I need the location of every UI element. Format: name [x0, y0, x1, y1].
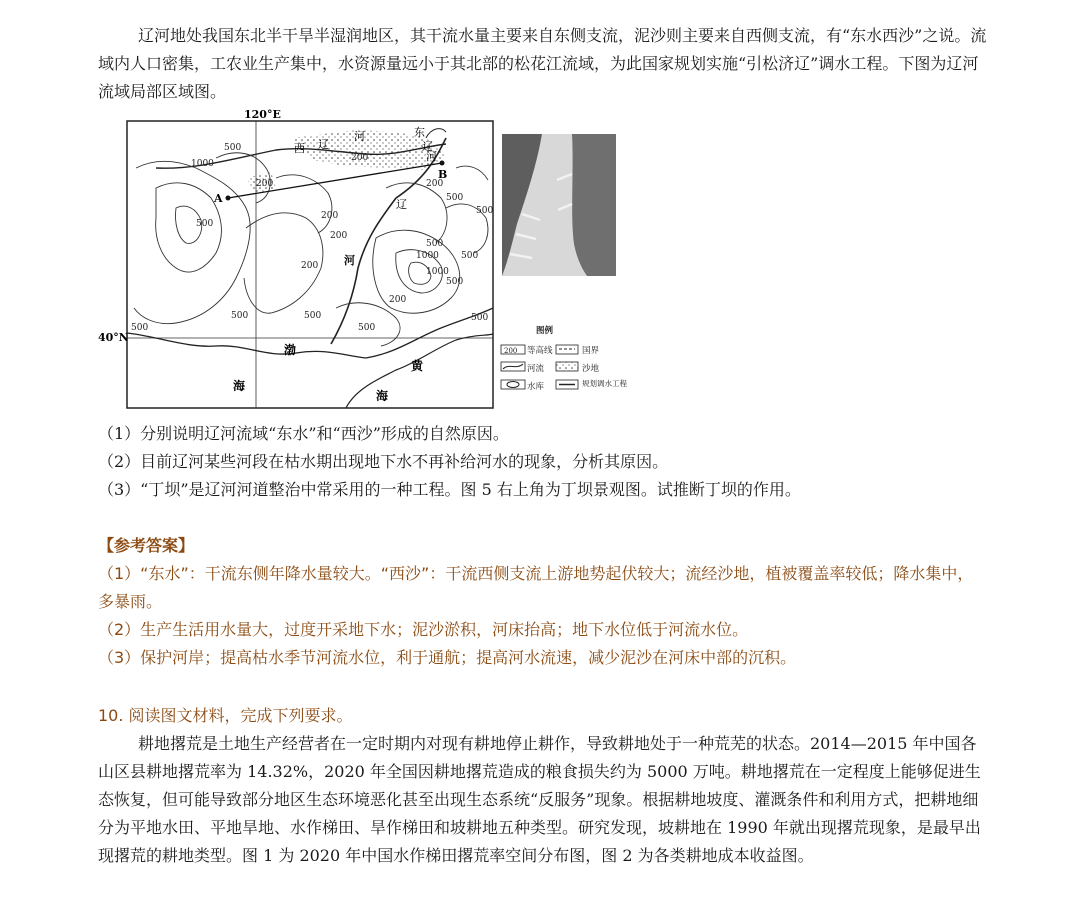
place-label: 辽 [318, 138, 329, 151]
point-a: A [214, 192, 223, 205]
legend-transfer-project: 规划调水工程 [582, 379, 627, 388]
contour-value: 500 [471, 313, 489, 323]
answer-3: （3）保护河岸；提高枯水季节河流水位，利于通航；提高河水流速，减少泥沙在河床中部的沉积。 [98, 648, 797, 667]
contour-value: 500 [231, 311, 249, 321]
intro-paragraph: 辽河地处我国东北半干旱半湿润地区，其干流水量主要来自东侧支流，泥沙则主要来自西侧支流，有“东水西沙”之说。流域内人口密集，工农业生产集中，水资源量远小于其北部的松花江流域，为此国家规划实施“引松济辽”调水工程。下图为辽河流域局部区域图。 [98, 26, 987, 101]
longitude-label: 120°E [244, 108, 281, 121]
question-2: （2）目前辽河某些河段在枯水期出现地下水不再补给河水的现象，分析其原因。 [98, 452, 669, 471]
place-label: 辽 [422, 140, 433, 153]
contour-value: 500 [131, 323, 149, 333]
legend-contour-sample: 200 [504, 347, 518, 355]
sea-label-bohai: 海 [233, 379, 246, 393]
answer-heading: 【参考答案】 [98, 536, 195, 555]
contour-value: 500 [446, 277, 464, 287]
place-label: 西 [294, 142, 305, 155]
map-legend [501, 325, 627, 392]
latitude-label: 40°N [98, 331, 129, 344]
contour-value: 500 [446, 193, 464, 203]
contour-value: 1000 [426, 267, 449, 277]
contour-value: 200 [426, 179, 444, 189]
legend-contour: 等高线 [527, 346, 553, 356]
answer-1: （1）“东水”：干流东侧年降水量较大。“西沙”：干流西侧支流上游地势起伏较大；流经沙地，植被覆盖率较低；降水集中，多暴雨。 [98, 564, 974, 611]
question-3: （3）“丁坝”是辽河河道整治中常采用的一种工程。图 5 右上角为丁坝景观图。试推断丁坝的作用。 [98, 480, 801, 499]
contour-value: 500 [476, 206, 494, 216]
contour-value: 200 [256, 179, 274, 189]
place-label: 河 [426, 150, 437, 163]
contour-value: 200 [330, 231, 348, 241]
place-label: 河 [344, 254, 355, 267]
sea-label-yellow: 黄 [411, 359, 424, 373]
legend-reservoir: 水库 [527, 382, 545, 392]
contour-value: 500 [224, 143, 242, 153]
place-label: 河 [354, 130, 365, 143]
legend-sand: 沙地 [582, 364, 600, 374]
sea-label-bohai: 渤 [284, 343, 297, 357]
question-10-text: 耕地撂荒是土地生产经营者在一定时期内对现有耕地停止耕作，导致耕地处于一种荒芜的状态。2014—2015 年中国各山区县耕地撂荒率为 14.32%，2020 年全国因耕地撂荒造成的粮食损失约为 5000 万吨。耕地撂荒在一定程度上能够促进生态恢复，但可能导致部分地区生态环境恶化甚至出现生态系统“反服务”现象。根据耕地坡度、灌溉条件和利用方式，把耕地细分为平地水田、平地旱地、水作梯田、旱作梯田和坡耕地五种类型。研究发现，坡耕地在 1990 年就出现撂荒现象，是最早出现撂荒的耕地类型。图 1 为 2020 年中国水作梯田撂荒率空间分布图，图 2 为各类耕地成本收益图。 [98, 734, 981, 865]
contour-value: 200 [351, 153, 369, 163]
contour-value: 500 [196, 219, 214, 229]
spur-dike-photo [502, 134, 616, 276]
contour-value: 500 [426, 239, 444, 249]
point-b: B [438, 168, 448, 181]
place-label: 东 [414, 126, 425, 139]
legend-title: 图例 [536, 326, 554, 336]
legend-border: 国界 [582, 346, 600, 356]
legend-river: 河流 [527, 364, 545, 374]
answer-2: （2）生产生活用水量大，过度开采地下水；泥沙淤积，河床抬高；地下水位低于河流水位。 [98, 620, 749, 639]
contour-value: 500 [304, 311, 322, 321]
contour-value: 500 [358, 323, 376, 333]
contour-value: 200 [321, 211, 339, 221]
question-1: （1）分别说明辽河流域“东水”和“西沙”形成的自然原因。 [98, 424, 509, 443]
question-10-title: 10. 阅读图文材料，完成下列要求。 [98, 706, 353, 725]
sea-label-yellow: 海 [376, 389, 389, 403]
contour-value: 200 [301, 261, 319, 271]
place-label: 辽 [396, 198, 407, 211]
contour-value: 1000 [191, 159, 214, 169]
contour-value: 1000 [416, 251, 439, 261]
contour-value: 200 [389, 295, 407, 305]
contour-value: 500 [461, 251, 479, 261]
